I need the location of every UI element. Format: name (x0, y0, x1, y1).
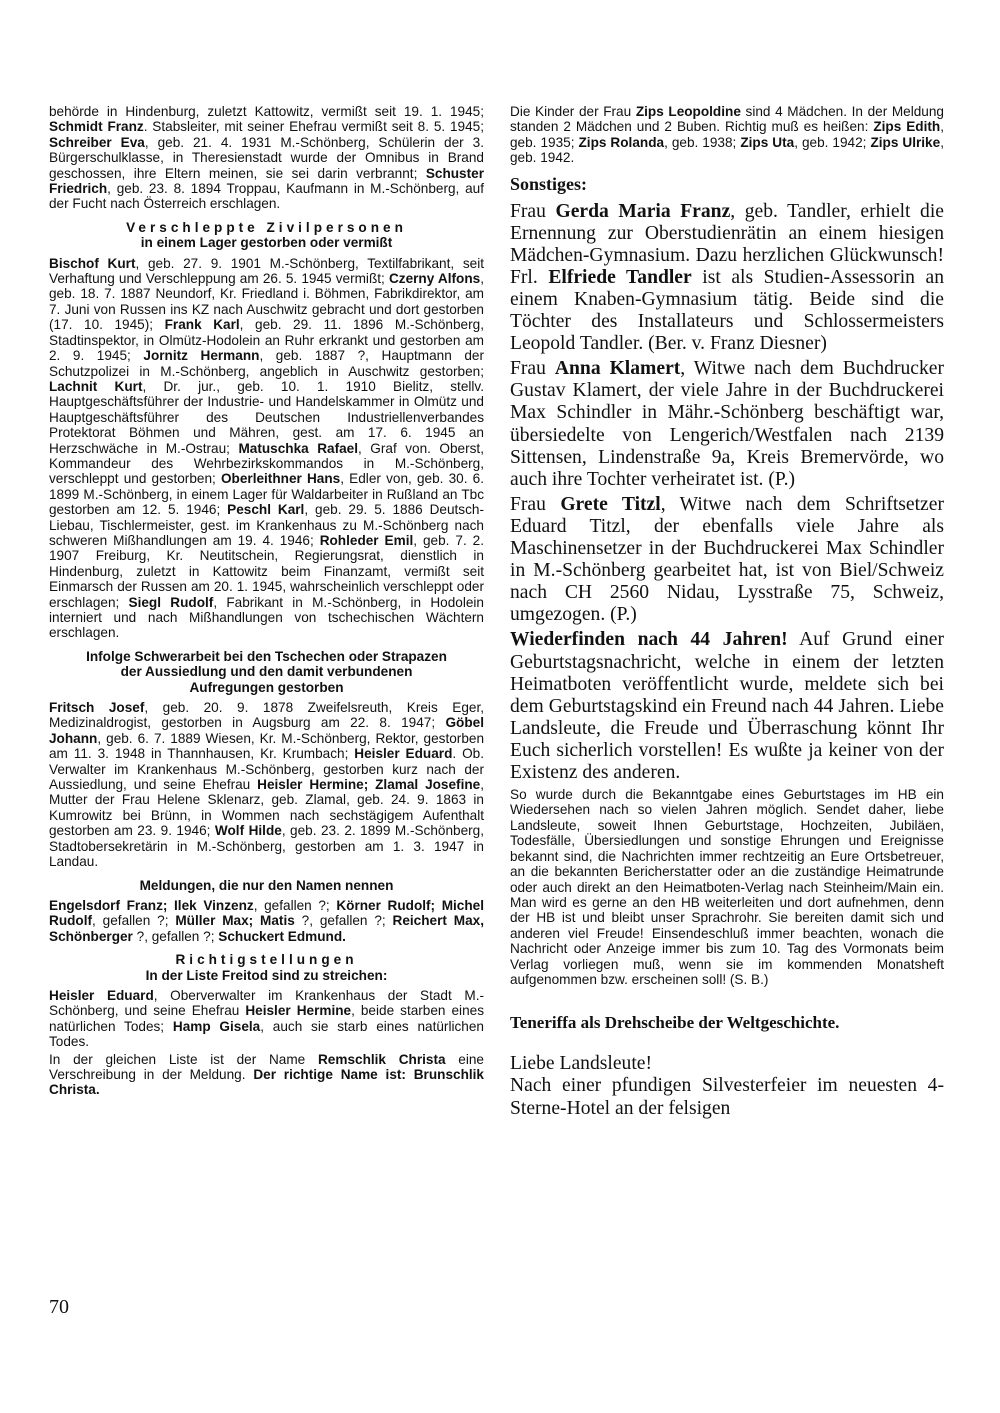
person-name: Rohleder Emil (319, 532, 414, 548)
teneriffa-greeting: Liebe Landsleute! (510, 1053, 652, 1075)
person-name: Wiederfinden nach 44 Jahren! (510, 629, 788, 651)
news-klamert: Frau Anna Klamert, Witwe nach dem Buchdrucker Gustav Klamert, der viele Jahre in der Buchdruckerei Max Schindler in Mähr.-Schönberg beschäftigt war, übersiedelte von Lengerich/Westfalen nach 2139 Sittensen, Lindenstraße 9a, Kreis Bremervörde, wo auch ihre Tochter verheiratet ist. (P.) (510, 358, 944, 490)
person-name: Engelsdorf Franz; Ilek Vinzenz (49, 897, 254, 913)
news-titzl: Frau Grete Titzl, Witwe nach dem Schriftsetzer Eduard Titzl, der ebenfalls viele Jahre als Maschinensetzer in der Buchdruckerei Max Schindler in M.-Schönberg gearbeitet hat, ist von Biel/Schweiz nach CH 2560 Nidau, Lysstraße 75, Schweiz, umgezogen. (P.) (510, 493, 944, 626)
person-name: Czerny Alfons (388, 271, 481, 287)
person-name: Müller Max; Matis (175, 913, 295, 929)
person-name: Oberleithner Hans (220, 471, 341, 487)
news-wiederfinden: Wiederfinden nach 44 Jahren! Auf Grund einer Geburtstagsnachricht, welche in einem der letzten Heimatboten veröffentlicht wurde, meldete sich bei dem Geburtstagskind ein Freund nach 44 Jahren. Liebe Landsleute, die Freude und Überraschung könnt Ihr Euch sicherlich vorstellen! Es wußte ja keiner von der Existenz des anderen. (510, 629, 944, 783)
person-name: Grete Titzl (560, 493, 661, 515)
person-name: Hamp Gisela (172, 1018, 261, 1034)
left-column (49, 104, 484, 1098)
person-name: Peschl Karl (227, 502, 305, 518)
person-name: Zips Leopoldine (635, 104, 741, 119)
person-name: Schmidt Franz (49, 119, 144, 135)
person-name: Schuster Friedrich (49, 165, 484, 197)
person-name: Remschlik Christa (317, 1051, 446, 1067)
heading-teneriffa: Teneriffa als Drehscheibe der Weltgeschichte. (510, 1013, 840, 1033)
corrections-entries: Heisler Eduard, Oberverwalter im Krankenhaus der Stadt M.-Schönberg, und seine Ehefrau Heisler Hermine, beide starben eines natürlichen Todes; Hamp Gisela, auch sie starb eines natürlichen Todes. (49, 987, 484, 1050)
zips-correction: Die Kinder der Frau Zips Leopoldine sind 4 Mädchen. In der Meldung standen 2 Mädchen und 2 Buben. Richtig muß es heißen: Zips Edith, geb. 1935; Zips Rolanda, geb. 1938; Zips Uta, geb. 1942; Zips Ulrike, geb. 1942. (510, 104, 945, 166)
person-name: Frank Karl (164, 317, 240, 333)
heading-corrections: Richtigstellungen In der Liste Freitod sind zu streichen: (145, 952, 388, 983)
person-name: Göbel Johann (49, 715, 484, 746)
person-name: Schreiber Eva (49, 134, 145, 150)
person-name: Der richtige Name ist: Brunschlik Christa. (49, 1066, 484, 1098)
person-name: Heisler Hermine (245, 1003, 352, 1019)
casualty-entries-intro: behörde in Hindenburg, zuletzt Kattowitz, vermißt seit 19. 1. 1945; Schmidt Franz. Stabsleiter, mit seiner Ehefrau vermißt seit 8. 5. 1945; Schreiber Eva, geb. 21. 4. 1931 M.-Schönberg, Schülerin der 3. Bürgerschulklasse, in Theresienstadt wurde der Omnibus in Brand geschossen, ihre Eltern meinen, sie sei darin verbrannt; Schuster Friedrich, geb. 23. 8. 1894 Troppau, Kaufmann in M.-Schönberg, auf der Fucht nach Österreich erschlagen. (49, 104, 484, 212)
teneriffa-body: Nach einer pfundigen Silvesterfeier im neuesten 4-Sterne-Hotel an der felsigen (510, 1075, 944, 1119)
right-column (510, 104, 944, 1123)
hard-labour-deaths-entries: Fritsch Josef, geb. 20. 9. 1878 Zweifelsreuth, Kreis Eger, Medizinaldrogist, gestorben in Augsburg am 22. 8. 1947; Göbel Johann, geb. 6. 7. 1889 Wiesen, Kr. M.-Schönberg, Rektor, gestorben am 11. 3. 1948 in Thannhausen, Kr. Krumbach; Heisler Eduard. Ob. Verwalter im Krankenhaus M.-Schönberg, gestorben kurz nach der Aussiedlung, und seine Ehefrau Heisler Hermine; Zlamal Josefine, Mutter der Frau Helene Sklenarz, geb. Zlamal, geb. 24. 9. 1863 in Kumrowitz bei Brünn, in Wommen nach sechstägigem Aufenthalt gestorben am 23. 9. 1946; Wolf Hilde, geb. 23. 2. 1899 M.-Schönberg, Stadtobersekretärin in M.-Schönberg, gestorben am 1. 3. 1947 in Landau. (49, 700, 485, 870)
heading-sonstiges: Sonstiges: (510, 173, 588, 194)
person-name: Schuckert Edmund. (218, 928, 346, 944)
person-name: Elfriede Tandler (548, 266, 692, 288)
person-name: Heisler Eduard (49, 987, 154, 1003)
heading-name-only-reports: Meldungen, die nur den Namen nennen (139, 877, 394, 893)
person-name: Fritsch Josef (49, 700, 145, 716)
person-name: Reichert Max, Schönberger (49, 913, 485, 944)
name-only-reports-entries: Engelsdorf Franz; Ilek Vinzenz, gefallen ?; Körner Rudolf; Michel Rudolf, gefallen ?; Müller Max; Matis ?, gefallen ?; Reichert Max, Schönberger ?, gefallen ?; Schuckert Edmund. (49, 897, 485, 944)
corrections-note: In der gleichen Liste ist der Name Remschlik Christa eine Verschreibung in der Meldung. Der richtige Name ist: Brunschlik Christa. (49, 1051, 484, 1098)
heading-hard-labour-deaths: Infolge Schwerarbeit bei den Tschechen oder Strapazen der Aussiedlung und den damit verbundenen Aufregungen gestorben (86, 648, 447, 695)
person-name: Heisler Hermine; Zlamal Josefine (257, 777, 481, 793)
person-name: Lachnit Kurt (49, 378, 143, 394)
person-name: Jornitz Hermann (143, 348, 260, 364)
teneriffa-article (510, 1053, 944, 1119)
person-name: Wolf Hilde (214, 823, 282, 839)
person-name: Gerda Maria Franz (555, 200, 731, 222)
person-name: Zips Ulrike (870, 134, 941, 150)
misc-news (510, 201, 944, 784)
person-name: Zips Uta (740, 134, 795, 150)
person-name: Anna Klamert (554, 358, 681, 380)
news-franz: Frau Gerda Maria Franz, geb. Tandler, erhielt die Ernennung zur Oberstudienrätin an einem hiesigen Mädchen-Gymnasium. Dazu herzlichen Glückwunsch! Frl. Elfriede Tandler ist als Studien-Assessorin an einem Knaben-Gymnasium tätig. Beide sind die Töchter des Installateurs und Schlossermeisters Leopold Tandler. (Ber. v. Franz Diesner) (510, 200, 944, 355)
person-name: Körner Rudolf; Michel Rudolf (49, 897, 485, 929)
person-name: Heisler Eduard (354, 746, 453, 762)
person-name: Zips Edith (873, 119, 941, 135)
person-name: Matuschka Rafael (238, 440, 358, 456)
person-name: Siegl Rudolf (128, 594, 214, 610)
person-name: Zips Rolanda (578, 134, 665, 150)
heading-deported-civilians: Verschleppte Zivilpersonen in einem Lager gestorben oder vermißt (126, 219, 407, 251)
person-name: Bischof Kurt (49, 255, 136, 271)
appeal-to-readers: So wurde durch die Bekanntgabe eines Geburtstages im HB ein Wiedersehen nach so vielen Jahren möglich. Sendet daher, liebe Landsleute, soweit Ihnen Geburtstage, Hochzeiten, Jubiläen, Todesfälle, Übersiedlungen und sonstige Ehrungen und Ereignisse bekannt sind, die Nachrichten immer rechtzeitig an Eure Ortsbetreuer, an die bekannten Bericherstatter oder an die zuständige Heimatrunde oder auch direkt an den Heimatboten-Verlag nach Steinheim/Main ein. Man wird es gerne an den HB weiterleiten und dort aufnehmen, denn der HB ist und bleibt unser Sprachrohr. Sie bereiten damit sich und anderen viel Freude! Einsendeschluß immer beachten, wonach die Nachricht oder Anzeige immer bis zum 10. Tag des Vormonats beim Verlag vorliegen muß, wenn sie im kommenden Monatsheft aufgenommen bzw. erscheinen soll! (S. B.) (510, 787, 944, 987)
page-number: 70 (49, 1296, 69, 1318)
deported-civilians-entries: Bischof Kurt, geb. 27. 9. 1901 M.-Schönberg, Textilfabrikant, seit Verhaftung und Verschleppung am 26. 5. 1945 vermißt; Czerny Alfons, geb. 18. 7. 1887 Neundorf, Kr. Friedland i. Böhmen, Fabrikdirektor, am 7. Juni von Russen ins KZ nach Auschwitz gebracht und dort gestorben (17. 10. 1945); Frank Karl, geb. 29. 11. 1896 M.-Schönberg, Stadtinspektor, in Olmütz-Hodolein an Ruhr erkrankt und gestorben am 2. 9. 1945; Jornitz Hermann, geb. 1887 ?, Hauptmann der Schutzpolizei in M.-Schönberg, angeblich in Auschwitz gestorben; Lachnit Kurt, Dr. jur., geb. 10. 1. 1910 Bielitz, stellv. Hauptgeschäftsführer der Industrie- und Handelskammer in Olmütz und Hauptgeschäftsführer des Deutschen Industriellenverbandes Protektorat Böhmen und Mähren, gest. am 17. 6. 1945 an Herzschwäche in M.-Ostrau; Matuschka Rafael, Graf von. Oberst, Kommandeur des Wehrbezirkskommandos in M.-Schönberg, verschleppt und gestorben; Oberleithner Hans, Edler von, geb. 30. 6. 1899 M.-Schönberg, in einem Lager für Waldarbeiter in Rußland an Tbc gestorben am 12. 5. 1946; Peschl Karl, geb. 29. 5. 1886 Deutsch-Liebau, Tischlermeister, gest. im Krankenhaus zu M.-Schönberg nach schweren Mißhandlungen am 19. 4. 1946; Rohleder Emil, geb. 7. 2. 1907 Freiburg, Kr. Neutitschein, Regierungsrat, dienstlich in Hindenburg, zuletzt in Kattowitz beim Finanzamt, vermißt seit Einmarsch der Russen am 20. 1. 1945, wahrscheinlich verschleppt oder erschlagen; Siegl Rudolf, Fabrikant in M.-Schönberg, in Hodolein interniert und nach Mißhandlungen von tschechischen Wächtern erschlagen. (49, 255, 485, 641)
